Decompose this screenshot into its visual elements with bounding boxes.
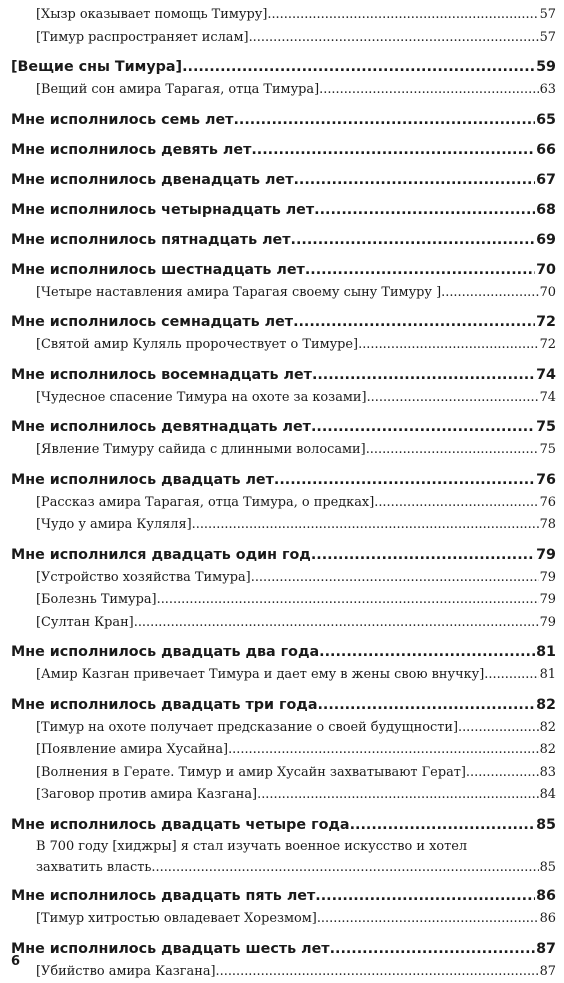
toc-entry-title: захватить власть	[36, 857, 151, 878]
toc-page-number: 81	[539, 664, 556, 687]
dot-leader	[134, 612, 539, 635]
toc-subsection[interactable]	[11, 387, 556, 410]
toc-chapter[interactable]	[11, 415, 556, 439]
dot-leader	[233, 108, 535, 132]
toc-page-number: 57	[539, 4, 556, 27]
toc-entry-title: Мне исполнилось семнадцать лет	[11, 310, 293, 334]
page-number: 6	[11, 954, 20, 969]
dot-leader	[358, 334, 539, 357]
toc-page-number: 57	[539, 27, 556, 50]
toc-chapter[interactable]	[11, 813, 556, 837]
toc-subsection[interactable]	[11, 4, 556, 27]
dot-leader	[374, 492, 538, 515]
toc-entry-title: [Явление Тимуру сайида с длинными волосами]	[36, 439, 366, 462]
toc-chapter[interactable]	[11, 138, 556, 162]
toc-chapter[interactable]	[11, 198, 556, 222]
toc-page-number: 76	[535, 468, 556, 492]
dot-leader	[315, 884, 535, 908]
toc-page-number: 75	[539, 439, 556, 462]
table-of-contents	[11, 4, 556, 983]
toc-page-number: 79	[539, 567, 556, 590]
toc-entry-title: [Чудесное спасение Тимура на охоте за козами]	[36, 387, 367, 410]
toc-page-number: 70	[539, 282, 556, 305]
toc-entry-title: [Заговор против амира Казгана]	[36, 784, 257, 807]
toc-page-number: 72	[539, 334, 556, 357]
dot-leader	[466, 762, 539, 785]
toc-page-number: 75	[535, 415, 556, 439]
toc-entry-title: Мне исполнилось двадцать четыре года	[11, 813, 350, 837]
toc-entry-title: [Вещие сны Тимура]	[11, 55, 182, 79]
toc-entry-title: [Тимур распространяет ислам]	[36, 27, 249, 50]
toc-entry-title: Мне исполнилось восемнадцать лет	[11, 363, 312, 387]
toc-chapter[interactable]	[11, 363, 556, 387]
toc-entry-multiline	[11, 837, 556, 879]
toc-page-number: 85	[535, 813, 556, 837]
toc-entry-title: Мне исполнилось девять лет	[11, 138, 251, 162]
toc-subsection[interactable]	[11, 492, 556, 515]
dot-leader	[367, 387, 539, 410]
toc-page-number: 81	[535, 640, 556, 664]
toc-entry-title: [Рассказ амира Тарагая, отца Тимура, о предках]	[36, 492, 374, 515]
toc-subsection[interactable]	[11, 334, 556, 357]
toc-page-number: 79	[539, 612, 556, 635]
toc-entry-title: Мне исполнилось девятнадцать лет	[11, 415, 311, 439]
toc-subsection[interactable]	[11, 717, 556, 740]
toc-page-number: 84	[539, 784, 556, 807]
toc-page-number: 76	[539, 492, 556, 515]
toc-chapter[interactable]	[11, 543, 556, 567]
dot-leader	[151, 857, 538, 878]
toc-page-number: 68	[535, 198, 556, 222]
toc-entry-title: [Святой амир Куляль пророчествует о Тимуре]	[36, 334, 358, 357]
toc-subsection[interactable]	[11, 784, 556, 807]
toc-page-number: 83	[539, 762, 556, 785]
toc-page-number: 86	[539, 908, 556, 931]
toc-page-number: 87	[535, 937, 556, 961]
dot-leader	[330, 937, 536, 961]
toc-entry-title: [Амир Казган привечает Тимура и дает ему в жены свою внучку]	[36, 664, 484, 687]
dot-leader	[157, 589, 539, 612]
toc-subsection[interactable]	[11, 27, 556, 50]
dot-leader	[305, 258, 535, 282]
toc-entry-title: Мне исполнилось четырнадцать лет	[11, 198, 314, 222]
toc-chapter[interactable]	[11, 693, 556, 717]
dot-leader	[267, 4, 538, 27]
toc-page-number: 69	[535, 228, 556, 252]
toc-page-number: 74	[539, 387, 556, 410]
toc-page-number: 82	[539, 717, 556, 740]
toc-entry-title: [Четыре наставления амира Тарагая своему сыну Тимуру ]	[36, 282, 441, 305]
toc-entry-title: Мне исполнилось пятнадцать лет	[11, 228, 291, 252]
dot-leader	[314, 198, 535, 222]
toc-page-number: 65	[535, 108, 556, 132]
toc-entry-title: [Тимур хитростью овладевает Хорезмом]	[36, 908, 317, 931]
toc-entry-title: Мне исполнился двадцать один год	[11, 543, 311, 567]
toc-entry-title: [Появление амира Хусайна]	[36, 739, 228, 762]
dot-leader	[192, 514, 539, 537]
toc-entry-title: [Волнения в Герате. Тимур и амир Хусайн захватывают Герат]	[36, 762, 466, 785]
dot-leader	[291, 228, 536, 252]
toc-entry-title: Мне исполнилось двенадцать лет	[11, 168, 294, 192]
dot-leader	[311, 543, 535, 567]
toc-chapter[interactable]	[11, 884, 556, 908]
toc-page-number: 70	[535, 258, 556, 282]
toc-page-number: 72	[535, 310, 556, 334]
toc-entry-text-line: В 700 году [хиджры] я стал изучать военное искусство и хотел	[36, 837, 556, 858]
toc-page-number: 86	[535, 884, 556, 908]
toc-page-number: 87	[539, 961, 556, 983]
toc-page-number: 78	[539, 514, 556, 537]
toc-page-number: 67	[535, 168, 556, 192]
toc-entry-title: Мне исполнилось двадцать лет	[11, 468, 274, 492]
dot-leader	[441, 282, 538, 305]
toc-page-number: 74	[535, 363, 556, 387]
toc-subsection[interactable]	[11, 762, 556, 785]
toc-entry-title: [Болезнь Тимура]	[36, 589, 157, 612]
toc-chapter[interactable]	[11, 108, 556, 132]
toc-entry-title: [Чудо у амира Куляля]	[36, 514, 192, 537]
dot-leader	[274, 468, 535, 492]
dot-leader	[182, 55, 535, 79]
toc-chapter[interactable]	[11, 228, 556, 252]
toc-subsection[interactable]	[11, 908, 556, 931]
dot-leader	[350, 813, 536, 837]
toc-entry-title: [Султан Кран]	[36, 612, 134, 635]
toc-page-number: 66	[535, 138, 556, 162]
dot-leader	[293, 310, 535, 334]
toc-subsection[interactable]	[11, 612, 556, 635]
toc-subsection[interactable]	[11, 567, 556, 590]
toc-chapter[interactable]	[11, 258, 556, 282]
toc-entry-title: [Убийство амира Казгана]	[36, 961, 216, 983]
toc-page-number: 79	[535, 543, 556, 567]
toc-entry-title: [Хызр оказывает помощь Тимуру]	[36, 4, 267, 27]
dot-leader	[312, 363, 535, 387]
toc-chapter[interactable]	[11, 937, 556, 961]
toc-entry-title: [Вещий сон амира Тарагая, отца Тимура]	[36, 79, 319, 102]
toc-entry-title: Мне исполнилось двадцать пять лет	[11, 884, 315, 908]
toc-subsection[interactable]	[11, 589, 556, 612]
toc-entry-title: Мне исполнилось шестнадцать лет	[11, 258, 305, 282]
dot-leader	[317, 693, 535, 717]
toc-entry-title: Мне исполнилось двадцать три года	[11, 693, 317, 717]
toc-subsection[interactable]	[11, 439, 556, 462]
toc-chapter[interactable]	[11, 168, 556, 192]
dot-leader	[484, 664, 538, 687]
dot-leader	[319, 79, 538, 102]
dot-leader	[317, 908, 539, 931]
toc-subsection[interactable]	[11, 961, 556, 983]
toc-entry-title: Мне исполнилось двадцать шесть лет	[11, 937, 330, 961]
toc-chapter[interactable]	[11, 55, 556, 79]
dot-leader	[228, 739, 539, 762]
dot-leader	[294, 168, 536, 192]
toc-entry-title: Мне исполнилось двадцать два года	[11, 640, 319, 664]
toc-chapter[interactable]	[11, 640, 556, 664]
toc-subsection[interactable]	[11, 79, 556, 102]
dot-leader	[257, 784, 539, 807]
dot-leader	[251, 567, 539, 590]
toc-subsection[interactable]	[11, 514, 556, 537]
toc-page-number: 59	[535, 55, 556, 79]
dot-leader	[251, 138, 535, 162]
dot-leader	[216, 961, 539, 983]
toc-page-number: 82	[539, 739, 556, 762]
toc-entry-title: [Тимур на охоте получает предсказание о своей будущности]	[36, 717, 458, 740]
toc-chapter[interactable]	[11, 310, 556, 334]
toc-entry-title: Мне исполнилось семь лет	[11, 108, 233, 132]
toc-page-number: 85	[539, 857, 556, 878]
dot-leader	[311, 415, 535, 439]
toc-entry-title: [Устройство хозяйства Тимура]	[36, 567, 251, 590]
toc-page-number: 63	[539, 79, 556, 102]
toc-subsection[interactable]	[11, 664, 556, 687]
dot-leader	[366, 439, 539, 462]
dot-leader	[319, 640, 535, 664]
toc-page-number: 82	[535, 693, 556, 717]
dot-leader	[249, 27, 539, 50]
toc-subsection[interactable]	[11, 739, 556, 762]
toc-page-number: 79	[539, 589, 556, 612]
toc-subsection[interactable]	[11, 282, 556, 305]
dot-leader	[458, 717, 539, 740]
toc-chapter[interactable]	[11, 468, 556, 492]
